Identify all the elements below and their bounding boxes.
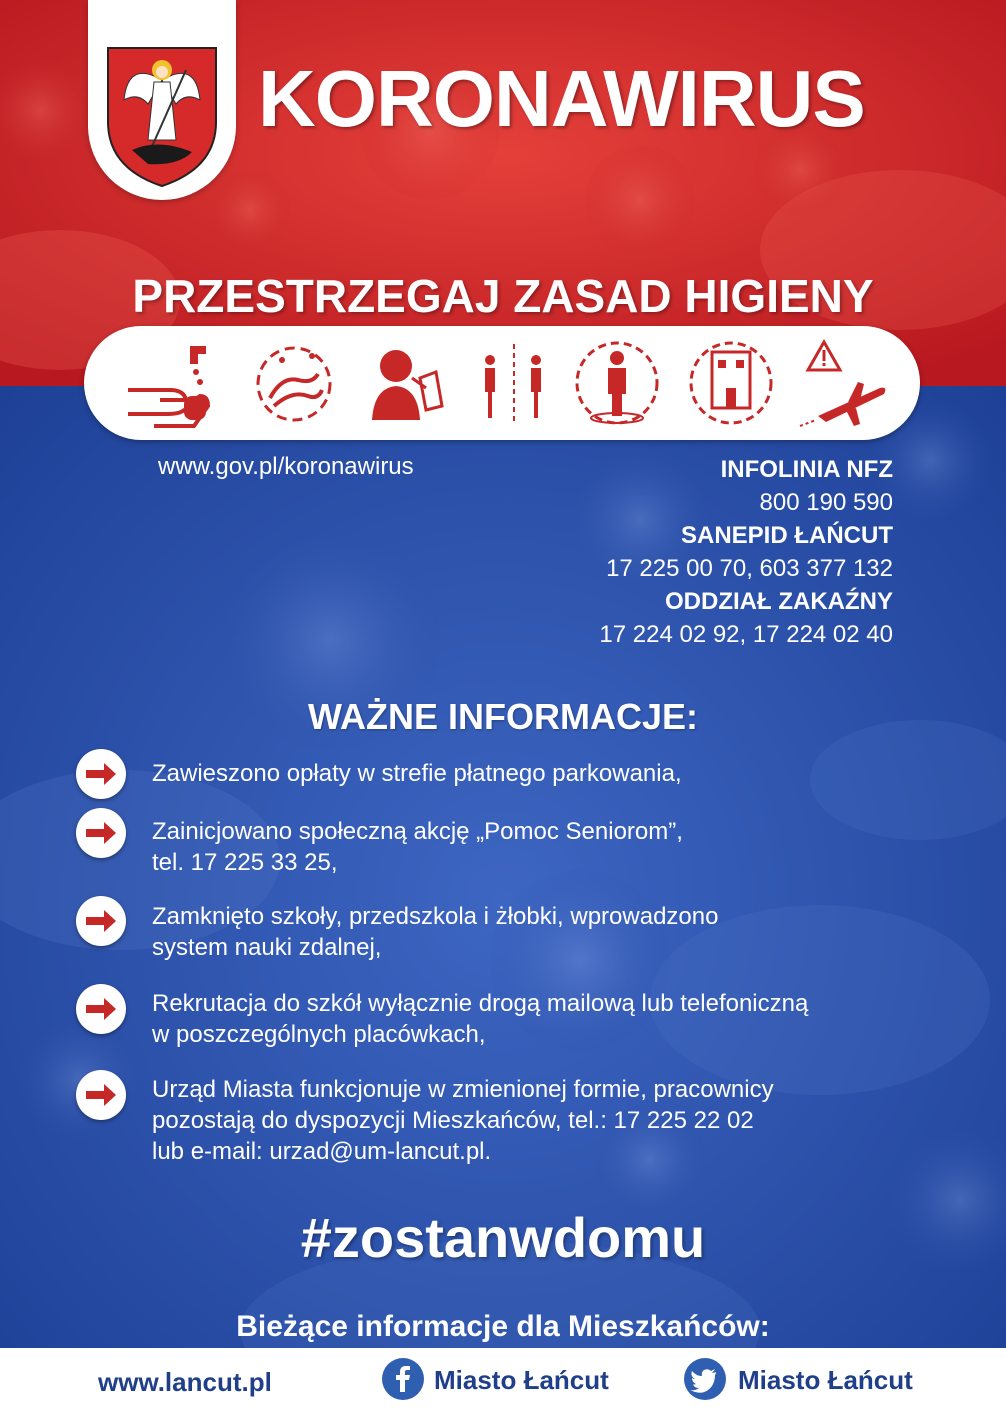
info-text-line: tel. 17 225 33 25, <box>152 849 338 876</box>
info-text-line: Rekrutacja do szkół wyłącznie drogą mailową lub telefoniczną <box>152 990 809 1017</box>
contacts-block <box>599 453 893 651</box>
hand-sanitizing-icon <box>252 326 336 440</box>
ward-label: ODDZIAŁ ZAKAŹNY <box>665 588 893 615</box>
arrow-right-icon <box>76 896 126 946</box>
sanepid-label: SANEPID ŁAŃCUT <box>680 522 893 549</box>
info-text-line: Urząd Miasta funkcjonuje w zmienionej formie, pracownicy <box>152 1076 774 1103</box>
info-text-line: lub e-mail: urzad@um-lancut.pl. <box>152 1138 492 1165</box>
page-title: KORONAWIRUS <box>258 54 865 143</box>
info-text-line: Zainicjowano społeczną akcję „Pomoc Seniorom”, <box>152 818 683 845</box>
current-info-heading: Bieżące informacje dla Mieszkańców: <box>236 1310 770 1343</box>
arrow-right-icon <box>76 984 126 1034</box>
ward-phone: 17 224 02 92, 17 224 02 40 <box>599 621 893 648</box>
hygiene-icons-bar <box>84 326 920 440</box>
stay-indoors-icon <box>688 326 774 440</box>
footer-bar <box>0 1348 1006 1417</box>
facebook-link[interactable]: Miasto Łańcut <box>434 1365 609 1395</box>
facebook-icon[interactable] <box>382 1358 424 1400</box>
hashtag: #zostanwdomu <box>300 1206 706 1269</box>
avoid-crowds-icon <box>574 326 660 440</box>
hygiene-heading: PRZESTRZEGAJ ZASAD HIGIENY <box>132 270 874 322</box>
twitter-link[interactable]: Miasto Łańcut <box>738 1365 913 1395</box>
nfz-label: INFOLINIA NFZ <box>720 456 893 483</box>
important-info-heading: WAŻNE INFORMACJE: <box>308 696 698 737</box>
arrow-right-icon <box>76 1070 126 1120</box>
info-text-line: w poszczególnych placówkach, <box>152 1021 486 1048</box>
cough-sneeze-icon <box>366 326 446 440</box>
info-text-line: pozostają do dyspozycji Mieszkańców, tel.: 17 225 22 02 <box>152 1107 754 1134</box>
city-website-link[interactable]: www.lancut.pl <box>98 1367 272 1397</box>
travel-warning-icon <box>798 326 890 440</box>
gov-website-link[interactable]: www.gov.pl/koronawirus <box>158 453 414 480</box>
sanepid-phone: 17 225 00 70, 603 377 132 <box>606 555 893 582</box>
info-text-line: system nauki zdalnej, <box>152 934 382 961</box>
info-text-line: Zamknięto szkoły, przedszkola i żłobki, wprowadzono <box>152 903 719 930</box>
coat-of-arms-tab <box>88 0 236 200</box>
lancut-coat-of-arms <box>88 0 236 200</box>
arrow-right-icon <box>76 808 126 858</box>
hand-washing-icon <box>124 326 214 440</box>
arrow-right-icon <box>76 749 126 799</box>
nfz-phone: 800 190 590 <box>759 489 893 516</box>
twitter-icon[interactable] <box>684 1358 726 1400</box>
info-text-line: Zawieszono opłaty w strefie płatnego parkowania, <box>152 760 682 787</box>
distance-icon <box>476 326 552 440</box>
